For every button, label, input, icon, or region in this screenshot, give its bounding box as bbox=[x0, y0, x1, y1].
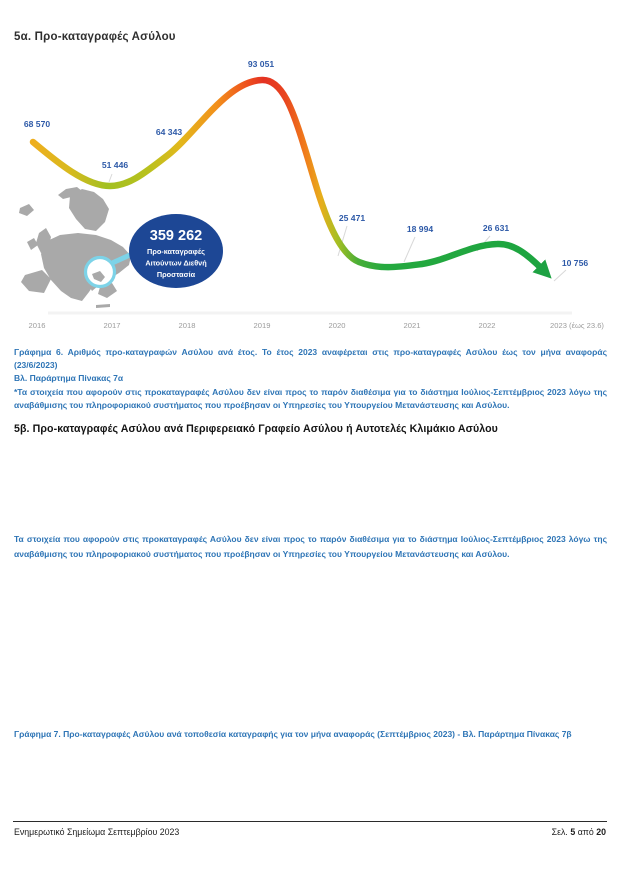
bubble-caption-line1: Προ-καταγραφές bbox=[147, 247, 205, 256]
footer-divider bbox=[13, 821, 607, 822]
x-axis-label: 2016 bbox=[28, 321, 46, 330]
x-axis-label: 2020 bbox=[328, 321, 346, 330]
bubble-total-value: 359 262 bbox=[149, 228, 203, 244]
chart-canvas bbox=[0, 50, 620, 340]
section-heading-5a: 5α. Προ-καταγραφές Ασύλου bbox=[14, 31, 176, 43]
data-point-label: 26 631 bbox=[482, 223, 510, 233]
x-axis-label: 2017 bbox=[103, 321, 121, 330]
section-heading-5b: 5β. Προ-καταγραφές Ασύλου ανά Περιφερειακό Γραφείο Ασύλου ή Αυτοτελές Κλιμάκιο Ασύλου bbox=[14, 423, 498, 435]
data-point-label: 68 570 bbox=[23, 119, 51, 129]
x-axis-labels bbox=[29, 321, 605, 330]
figure6-caption-block bbox=[14, 346, 607, 412]
figure7-caption: Γράφημα 7. Προ-καταγραφές Ασύλου ανά τοποθεσία καταγραφής για τον μήνα αναφοράς (Σεπτέμβριος 2023) - Βλ. Παράρτημα Πίνακας 7β bbox=[14, 729, 572, 739]
figure6-caption-line2: Βλ. Παράρτημα Πίνακας 7α bbox=[14, 373, 124, 384]
figure6-note: *Τα στοιχεία που αφορούν στις προκαταγραφές Ασύλου δεν είναι προς το παρόν διαθέσιμα για το διάστημα Ιούλιος-Σεπτέμβριος 2023 λόγω της αναβάθμισης του πληροφοριακού συστήματος που προέβησαν οι Υπηρεσίες του Υπουργείου Μετανάστευσης και Ασύλου. bbox=[14, 386, 607, 410]
footer-of-word: από bbox=[577, 827, 594, 837]
footer-page-total: 20 bbox=[596, 827, 606, 837]
europe-map bbox=[19, 187, 131, 308]
page-footer bbox=[14, 827, 606, 837]
data-point-label: 25 471 bbox=[338, 213, 366, 223]
asylum-preregistrations-chart bbox=[0, 50, 620, 340]
footer-page-word: Σελ. bbox=[551, 827, 568, 837]
footer-page-number: 5 bbox=[570, 827, 576, 837]
x-axis-label: 2021 bbox=[403, 321, 421, 330]
data-point-label: 18 994 bbox=[406, 224, 434, 234]
bubble-caption-line3: Προστασία bbox=[156, 270, 196, 279]
x-axis-label: 2023 (έως 23.6) bbox=[550, 321, 604, 330]
data-point-label: 10 756 bbox=[561, 258, 589, 268]
bubble-caption-line2: Αιτούντων Διεθνή bbox=[145, 258, 207, 268]
x-axis-label: 2018 bbox=[178, 321, 196, 330]
data-point-label: 93 051 bbox=[247, 59, 275, 69]
data-point-label: 64 343 bbox=[155, 127, 183, 137]
footer-page-indicator bbox=[552, 827, 606, 837]
x-axis-label: 2022 bbox=[478, 321, 496, 330]
x-axis-label: 2019 bbox=[253, 321, 271, 330]
footer-left-text: Ενημερωτικό Σημείωμα Σεπτεμβρίου 2023 bbox=[14, 827, 180, 837]
data-point-label: 51 446 bbox=[101, 160, 129, 170]
unavailable-data-note: Τα στοιχεία που αφορούν στις προκαταγραφές Ασύλου δεν είναι προς το παρόν διαθέσιμα για το διάστημα Ιούλιος-Σεπτέμβριος 2023 λόγω της αναβάθμισης του πληροφοριακού συστήματος που προέβησαν οι Υπηρεσίες του Υπουργείου Μετανάστευσης και Ασύλου. bbox=[14, 534, 607, 560]
figure6-caption-line1: Γράφημα 6. Αριθμός προ-καταγραφών Ασύλου ανά έτος. Το έτος 2023 αναφέρεται στις προ-καταγραφές Ασύλου έως τον μήνα αναφοράς (23/6/2023) bbox=[14, 347, 607, 371]
